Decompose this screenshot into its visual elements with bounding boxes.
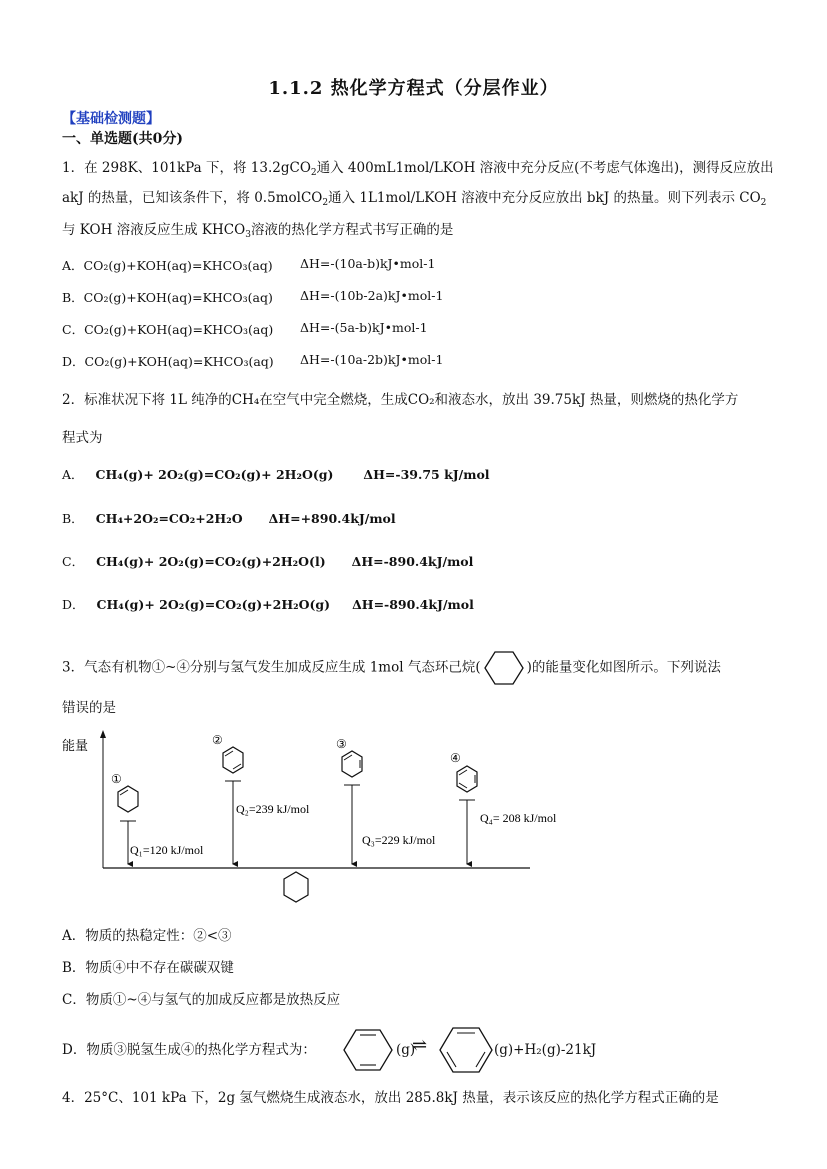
- q4-value: Q₄= 208 kJ/mol: [480, 811, 557, 825]
- q3-line1: 3．气态有机物①~④分别与氢气发生加成反应生成 1mol 气态环己烷( )的能量变化如图所示。下列说法: [62, 649, 721, 687]
- q1-option-d: D．CO₂(g)+KOH(aq)=KHCO₃(aq) ΔH=-(10a-2b)kJ•mol-1: [62, 352, 444, 369]
- q3-line2: 错误的是: [62, 700, 116, 716]
- q3-option-b: B．物质④中不存在碳碳双键: [62, 960, 234, 976]
- q2-line1: 2．标准状况下将 1L 纯净的CH₄在空气中完全燃烧，生成CO₂和液态水，放出 39.75kJ 热量，则燃烧的热化学方: [62, 392, 739, 408]
- q3-option-d-state: (g): [396, 1042, 416, 1058]
- q1-line3: 与 KOH 溶液反应生成 $KHCO_3$溶液的热化学方程式书写正确的是: [62, 222, 454, 240]
- q2-value: Q₂=239 kJ/mol: [236, 802, 310, 816]
- label-3: ③: [336, 737, 347, 751]
- cyclohexane-icon: [481, 649, 527, 687]
- equilibrium-arrow-icon: ⇌: [412, 1035, 428, 1056]
- q3-option-a: A．物质的热稳定性：②<③: [62, 928, 232, 944]
- q2-option-d: D． CH₄(g)+ 2O₂(g)=CO₂(g)+2H₂O(g) ΔH=-890.4kJ/mol: [62, 597, 474, 612]
- q1-option-b: B．CO₂(g)+KOH(aq)=KHCO₃(aq) ΔH=-(10b-2a)kJ•mol-1: [62, 288, 444, 305]
- q2-option-c: C． CH₄(g)+ 2O₂(g)=CO₂(g)+2H₂O(l) ΔH=-890.4kJ/mol: [62, 554, 474, 569]
- q1-value: Q₁=120 kJ/mol: [130, 843, 204, 857]
- label-1: ①: [111, 772, 122, 786]
- cyclohexadiene-13-icon: [342, 751, 362, 777]
- y-axis-arrow-icon: [100, 730, 106, 738]
- section-heading: 一、单选题(共0分): [62, 131, 183, 147]
- q3-option-d: D．物质③脱氢生成④的热化学方程式为：: [62, 1042, 316, 1058]
- cyclohexadiene-icon: [223, 747, 243, 773]
- energy-diagram: [60, 728, 580, 913]
- q1-line1: 1．在 298K、101kPa 下，将 13.2gCO$_2$通入 400mL1mol/LKOH 溶液中充分反应(不考虑气体逸出)，测得反应放出: [62, 160, 774, 178]
- section-tag: 【基础检测题】: [62, 111, 160, 127]
- q4-line1: 4．25°C、101 kPa 下，2g 氢气燃烧生成液态水，放出 285.8kJ 热量，表示该反应的热化学方程式正确的是: [62, 1090, 719, 1106]
- label-2: ②: [212, 733, 223, 747]
- q1-line2: akJ 的热量，已知该条件下，将 0.5molCO$_2$通入 1L1mol/LKOH 溶液中充分反应放出 bkJ 的热量。则下列表示 $CO_2$: [62, 190, 767, 208]
- q3-option-d-rest: (g)+H₂(g)-21kJ: [494, 1042, 597, 1058]
- cyclohexane-product-icon: [284, 872, 308, 902]
- q1-option-a: A．CO₂(g)+KOH(aq)=KHCO₃(aq) ΔH=-(10a-b)kJ•mol-1: [62, 256, 436, 273]
- label-4: ④: [450, 751, 461, 765]
- q2-line2: 程式为: [62, 430, 103, 446]
- y-axis-label: 能量: [62, 738, 89, 753]
- page-title: 1.1.2 热化学方程式（分层作业）: [268, 78, 559, 99]
- q3-option-c: C．物质①~④与氢气的加成反应都是放热反应: [62, 992, 341, 1008]
- q2-option-b: B． CH₄+2O₂=CO₂+2H₂O ΔH=+890.4kJ/mol: [62, 511, 396, 526]
- benzene-product-icon: [436, 1024, 496, 1076]
- q1-option-c: C．CO₂(g)+KOH(aq)=KHCO₃(aq) ΔH=-(5a-b)kJ•mol-1: [62, 320, 428, 337]
- q3-value: Q₃=229 kJ/mol: [362, 833, 436, 847]
- cyclohexene-icon: [118, 786, 138, 812]
- benzene-icon: [457, 766, 477, 792]
- cyclohexadiene-reactant-icon: [340, 1026, 396, 1074]
- q2-option-a: A． CH₄(g)+ 2O₂(g)=CO₂(g)+ 2H₂O(g) ΔH=-39.75 kJ/mol: [62, 467, 490, 482]
